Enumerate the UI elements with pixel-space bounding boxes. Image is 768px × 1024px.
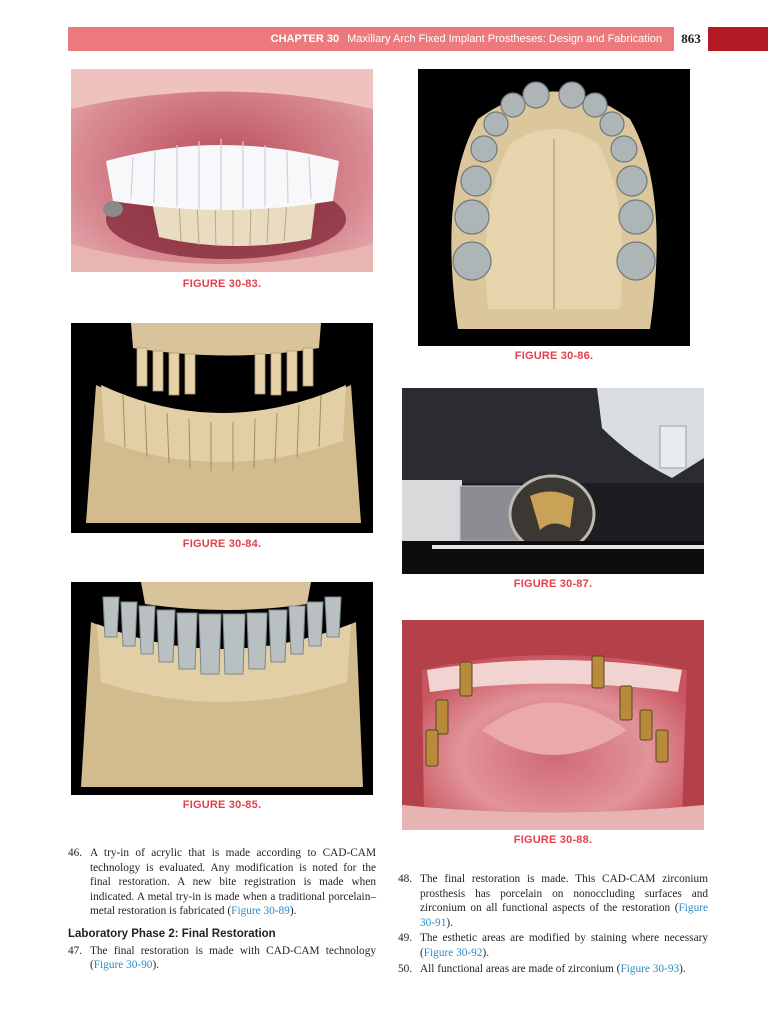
- figure-30-83-caption: FIGURE 30-83.: [182, 278, 262, 290]
- list-item-48: [398, 872, 708, 930]
- running-header: [68, 27, 674, 51]
- item-text-end: ).: [289, 905, 297, 918]
- list-item-50: [398, 962, 708, 977]
- figure-30-83-image: [71, 69, 373, 272]
- item-text: All functional areas are made of zirconium (: [420, 962, 621, 975]
- header-text: [271, 27, 662, 51]
- item-text-end: ).: [482, 946, 490, 959]
- figure-30-88-caption: FIGURE 30-88.: [513, 834, 593, 846]
- figure-link-30-92[interactable]: Figure 30-92: [423, 946, 483, 959]
- figure-30-85-image: [71, 582, 373, 795]
- figure-30-87-caption: FIGURE 30-87.: [513, 578, 593, 590]
- item-text-end: ).: [679, 962, 686, 975]
- chapter-title: Maxillary Arch Fixed Implant Prostheses: Design and Fabrication: [347, 33, 662, 45]
- figure-link-30-89[interactable]: Figure 30-89: [231, 905, 290, 918]
- item-text-end: ).: [446, 916, 453, 929]
- page-number: 863: [674, 27, 708, 51]
- item-number: 46.: [68, 847, 83, 859]
- list-item-47: [68, 944, 376, 973]
- figure-30-86-image: [418, 69, 690, 346]
- figure-30-85-caption: FIGURE 30-85.: [182, 799, 262, 811]
- figure-30-88-image: [402, 620, 704, 830]
- item-text-end: ).: [152, 959, 160, 972]
- item-text: The final restoration is made. This CAD-CAM zirconium prosthesis has porcelain on nonoccluding surfaces and zirconium on all functional aspects of the restoration (: [420, 873, 708, 915]
- right-text-column: [398, 872, 708, 977]
- left-text-column: [68, 846, 376, 974]
- item-text: The final restoration is made with CAD-CAM technology (: [90, 944, 376, 972]
- item-number: 47.: [68, 944, 83, 957]
- chapter-label: CHAPTER 30: [270, 33, 340, 45]
- figure-30-87-image: [402, 388, 704, 574]
- item-number: 50.: [398, 962, 413, 975]
- figure-30-84-image: [71, 323, 373, 533]
- item-text: The esthetic areas are modified by staining where necessary (: [420, 932, 708, 959]
- item-number: 49.: [398, 932, 413, 945]
- figure-link-30-90[interactable]: Figure 30-90: [93, 959, 153, 972]
- item-number: 48.: [398, 873, 413, 885]
- item-text: A try-in of acrylic that is made according to CAD-CAM technology is evaluated. Any modification is noted for the final restoration. A new bite registration is made when indicated. A metal try-in is made when a traditional porcelain–metal restoration is fabricated (: [90, 847, 376, 918]
- chapter-tab: [708, 27, 768, 51]
- figure-30-84-caption: FIGURE 30-84.: [182, 538, 262, 550]
- figure-link-30-93[interactable]: Figure 30-93: [620, 962, 680, 975]
- section-heading: Laboratory Phase 2: Final Restoration: [68, 927, 276, 940]
- figure-30-86-caption: FIGURE 30-86.: [514, 350, 594, 362]
- figure-link-30-91[interactable]: Figure 30-91: [420, 902, 708, 929]
- list-item-49: [398, 931, 708, 960]
- list-item-46: [68, 846, 376, 919]
